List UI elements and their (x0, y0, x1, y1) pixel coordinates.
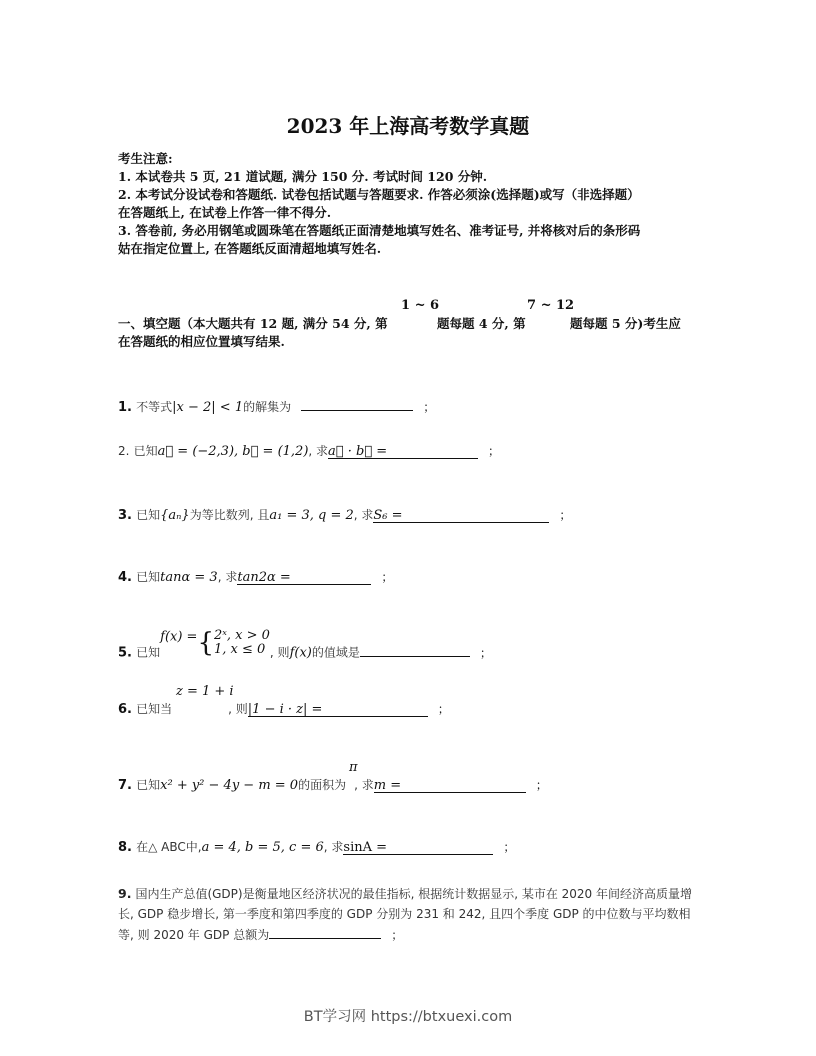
question-8: 8. 在△ ABC中,a = 4, b = 5, c = 6, 求sinA = ； (118, 840, 516, 855)
question-number: 7. (118, 778, 132, 793)
notice-line-1: 1. 本试卷共 5 页, 21 道试题, 满分 150 分. 考试时间 120 分钟. (118, 169, 488, 184)
question-number: 5. (118, 645, 132, 661)
answer-blank-8[interactable]: sinA = (343, 840, 493, 855)
answer-blank-2[interactable]: a⃗ · b⃗ = (328, 444, 478, 459)
answer-blank-5[interactable] (360, 642, 470, 657)
math-expression: |x − 2| < 1 (172, 400, 244, 415)
notice-line-4: 3. 答卷前, 务必用钢笔或圆珠笔在答题纸正面清楚地填写姓名、准考证号, 并将核对后的条形码 (118, 223, 641, 238)
page-title: 2023 年上海高考数学真题 (286, 114, 530, 138)
watermark-footer: BT学习网 https://btxuexi.com (303, 1009, 513, 1025)
question-5: 5. 已知f(x) ={2ˣ, x > 0 1, x ≤ 0 , 则f(x)的值域是 ； (118, 628, 492, 661)
question-7: 7. 已知x² + y² − 4y − m = 0的面积为 , 求m = ； (118, 778, 548, 793)
question-4: 4. 已知tanα = 3, 求tan2α = ； (118, 570, 394, 585)
question-number: 1. (118, 400, 132, 415)
question-9: 9. 国内生产总值(GDP)是衡量地区经济状况的最佳指标, 根据统计数据显示, 某市在 2020 年间经济高质量增长, GDP 稳步增长, 第一季度和第四季度的 GDP 分别为 231 和 242, 且四个季度 GDP 的中位数与平均数相等, 则 2020 年 GDP 总额为 ； (118, 886, 693, 942)
question-number: 9. (118, 886, 132, 901)
question-number: 4. (118, 570, 132, 585)
piecewise-cases: 2ˣ, x > 0 1, x ≤ 0 (214, 628, 270, 657)
section-heading-part-b: 题每题 4 分, 第 (437, 316, 526, 331)
question-2: 2. 已知a⃗ = (−2,3), b⃗ = (1,2), 求a⃗ · b⃗ = ； (118, 444, 501, 459)
piecewise-brace: { (197, 628, 214, 658)
answer-blank-4[interactable]: tan2α = (237, 570, 371, 585)
notice-line-2: 2. 本考试分设试卷和答题纸. 试卷包括试题与答题要求. 作答必须涂(选择题)或写（非选择题） (118, 187, 640, 202)
answer-blank-6[interactable]: |1 − i · z| = (248, 702, 428, 717)
section-range-2: 7 ~ 12 (527, 298, 575, 313)
notice-line-5: 姑在指定位置上, 在答题纸反面清超地填写姓名. (118, 241, 382, 256)
section-range-1: 1 ~ 6 (401, 298, 440, 313)
question-7-area-value: π (349, 760, 358, 775)
answer-blank-7[interactable]: m = (374, 778, 526, 793)
answer-blank-3[interactable]: S₆ = (373, 508, 549, 523)
question-6: 6. 已知当 , 则|1 − i · z| = ； (118, 702, 450, 717)
function-definition: f(x) = (160, 629, 198, 645)
question-1: 1. 不等式|x − 2| < 1的解集为 ； (118, 396, 435, 415)
question-6-condition: z = 1 + i (176, 684, 234, 699)
section-heading-part-a: 一、填空题（本大题共有 12 题, 满分 54 分, 第 (118, 316, 388, 331)
question-number: 3. (118, 508, 132, 523)
question-number: 6. (118, 702, 132, 717)
question-3: 3. 已知{aₙ}为等比数列, 且a₁ = 3, q = 2, 求S₆ = ； (118, 508, 572, 523)
question-number: 8. (118, 840, 132, 855)
answer-blank-1[interactable] (301, 396, 413, 411)
answer-blank-9[interactable] (269, 924, 381, 939)
notice-line-3: 在答题纸上, 在试卷上作答一律不得分. (118, 205, 332, 220)
section-heading-part-c: 题每题 5 分)考生应 (570, 316, 681, 331)
question-number: 2. (118, 444, 130, 458)
notice-heading: 考生注意: (118, 151, 173, 166)
section-heading-line-2: 在答题纸的相应位置填写结果. (118, 334, 285, 349)
